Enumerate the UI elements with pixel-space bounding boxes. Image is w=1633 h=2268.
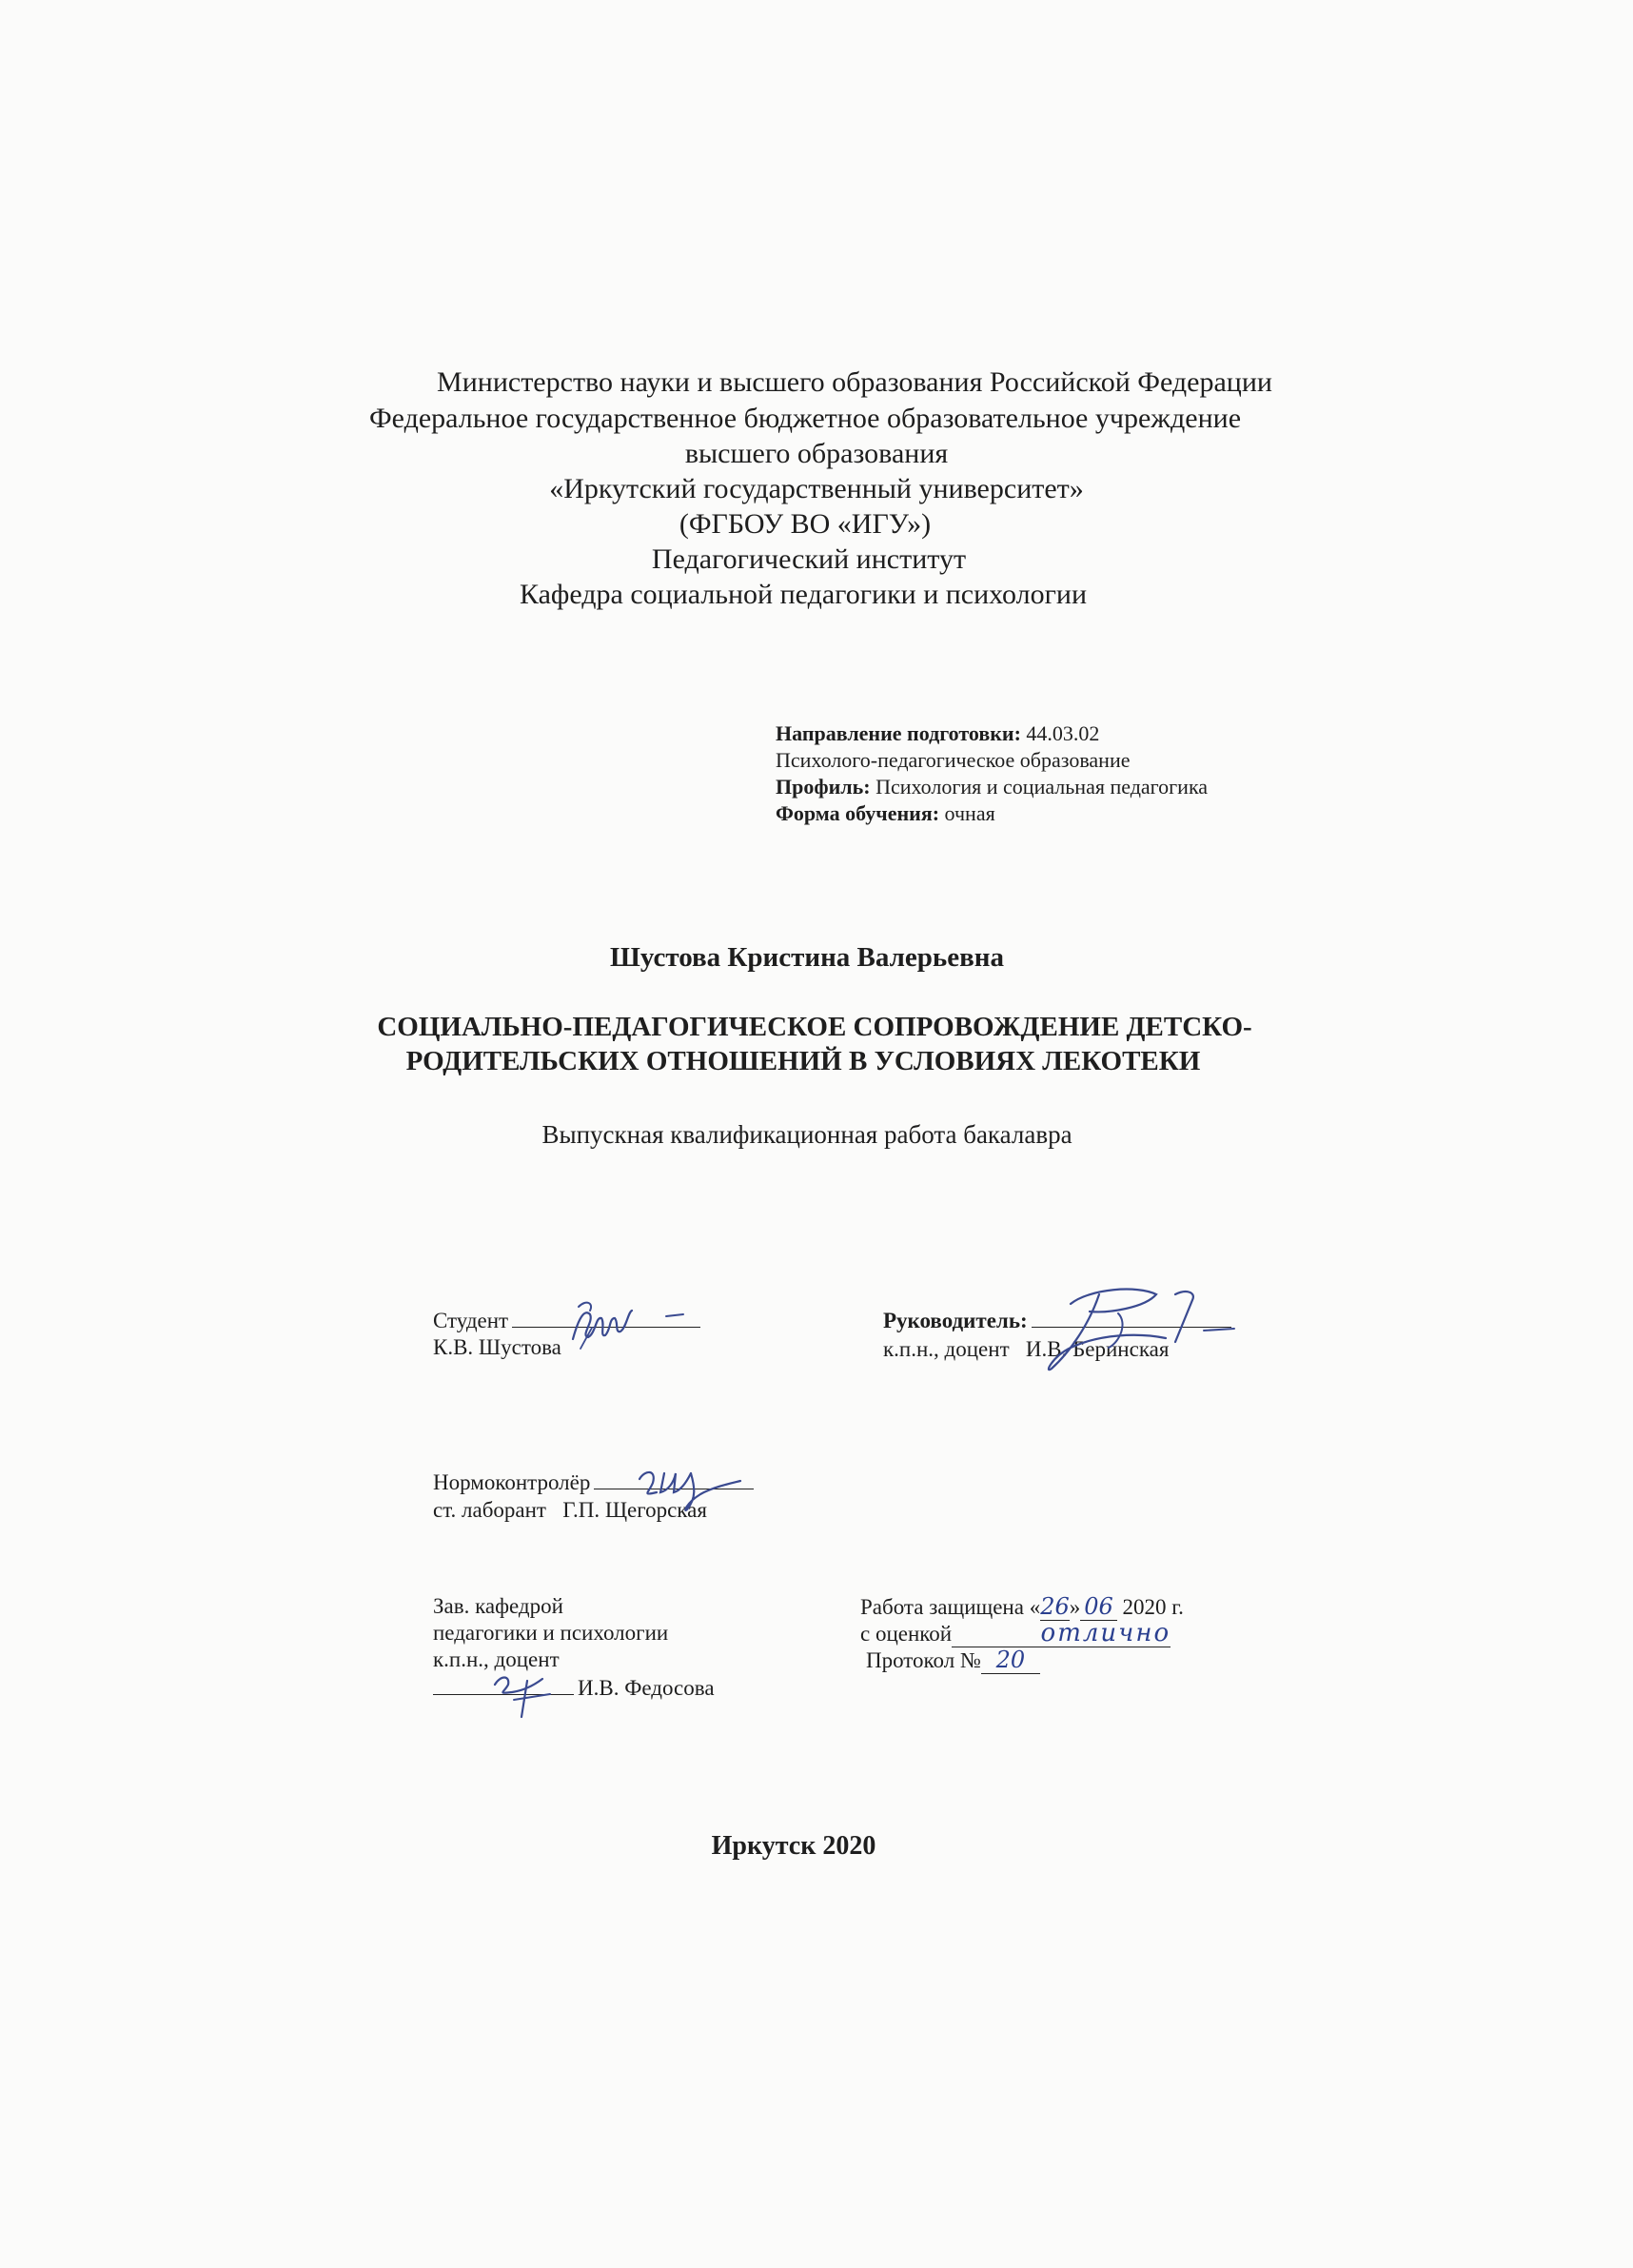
defense-day: 26 [1040, 1593, 1070, 1620]
department-name: Кафедра социальной педагогики и психологии [519, 579, 1088, 610]
ministry-line: Министерство науки и высшего образования Российской Федерации [437, 366, 1272, 398]
thesis-title-line-2: РОДИТЕЛЬСКИХ ОТНОШЕНИЙ В УСЛОВИЯХ ЛЕКОТЕКИ [405, 1046, 1201, 1076]
grade-value: отлично [952, 1620, 1171, 1647]
profile-line [776, 774, 1208, 799]
student-name: К.В. Шустова [433, 1335, 561, 1359]
defense-year: 2020 г. [1116, 1595, 1184, 1619]
direction-line [776, 720, 1099, 746]
normcontrol-label: Нормоконтролёр [433, 1470, 591, 1494]
profile-label: Профиль: [776, 775, 871, 799]
grade-label: с оценкой [860, 1622, 953, 1646]
institute-name: Педагогический институт [651, 543, 967, 575]
author-name: Шустова Кристина Валерьевна [610, 942, 1004, 973]
city-year: Иркутск 2020 [711, 1831, 876, 1861]
head-position: к.п.н., доцент [433, 1647, 560, 1671]
institution-type-line: Федеральное государственное бюджетное образовательное учреждение [368, 403, 1242, 434]
profile-value: Психология и социальная педагогика [870, 775, 1209, 799]
defense-label: Работа защищена « [860, 1595, 1041, 1619]
head-title-line-1: Зав. кафедрой [433, 1594, 563, 1618]
work-type: Выпускная квалификационная работа бакалавра [541, 1120, 1072, 1149]
supervisor-name: И.В. Беринская [1025, 1337, 1170, 1361]
protocol-line [866, 1647, 1040, 1674]
study-form-value: очная [939, 801, 995, 825]
study-form-line [776, 800, 995, 826]
defense-quote-close: » [1069, 1595, 1081, 1619]
protocol-number: 20 [981, 1647, 1040, 1674]
normcontrol-handwritten-signature [628, 1454, 771, 1521]
head-title-line-2: педагогики и психологии [433, 1621, 669, 1645]
head-handwritten-signature [476, 1656, 580, 1723]
defense-grade-line [860, 1620, 1171, 1647]
university-name: «Иркутский государственный университет» [549, 473, 1084, 504]
education-level-line: высшего образования [684, 438, 949, 469]
supervisor-label: Руководитель: [883, 1309, 1028, 1332]
protocol-label: Протокол № [866, 1648, 981, 1672]
direction-name: Психолого-педагогическое образование [776, 748, 1131, 772]
head-name: И.В. Федосова [578, 1676, 715, 1700]
normcontrol-name: Г.П. Щегорская [562, 1498, 707, 1522]
normcontrol-position: ст. лаборант [433, 1498, 546, 1522]
defense-date-line [860, 1593, 1184, 1621]
student-label: Студент [433, 1309, 509, 1332]
direction-label: Направление подготовки: [776, 721, 1021, 745]
thesis-title-line-1: СОЦИАЛЬНО-ПЕДАГОГИЧЕСКОЕ СОПРОВОЖДЕНИЕ ДЕТСКО- [377, 1012, 1252, 1042]
defense-month: 06 [1080, 1593, 1117, 1621]
supervisor-position: к.п.н., доцент [883, 1337, 1010, 1361]
study-form-label: Форма обучения: [776, 801, 940, 825]
supervisor-handwritten-signature [1033, 1275, 1242, 1380]
university-abbr: (ФГБОУ ВО «ИГУ») [679, 508, 932, 540]
direction-code: 44.03.02 [1020, 721, 1100, 745]
student-handwritten-signature [552, 1290, 723, 1356]
